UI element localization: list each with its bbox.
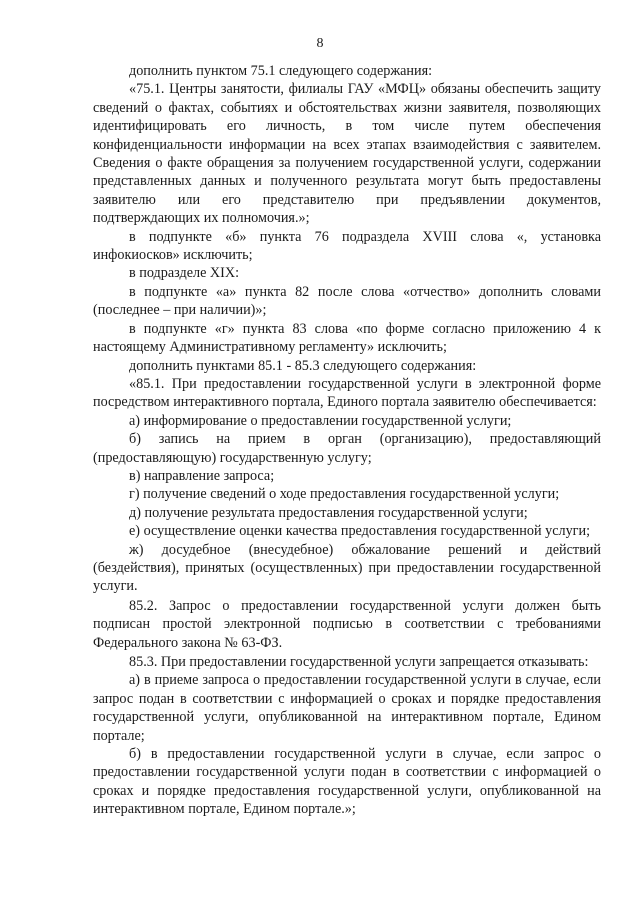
list-item-a: а) информирование о предоставлении государственной услуги; — [129, 412, 512, 429]
paragraph-75-1: «75.1. Центры занятости, филиалы ГАУ «МФЦ» обязаны обеспечить защиту сведений о фактах, событиях и обстоятельствах жизни заявителя, позволяющих идентифицировать его личность, в том числе путем обеспечения конфиденциальности информации на всех этапах взаимодействия с заявителем. Сведения о факте обращения за получением государственной услуги, содержании представленных данных и полученного результата могут быть предоставлены заявителю или его представителю при предъявлении документов, подтверждающих их полномочия.»; — [93, 81, 601, 227]
list-item-85-3-b: б) в предоставлении государственной услуги в случае, если запрос о предоставлении государственной услуги подан в соответствии с информацией о сроках и порядке предоставления государственной услуги, опубликованной на интерактивном портале, Едином портале.»; — [93, 746, 601, 818]
list-item-e: е) осуществление оценки качества предоставления государственной услуги; — [129, 523, 591, 540]
list-item-b: б) запись на прием в орган (организацию), предоставляющий (предоставляющую) государственную услугу; — [93, 431, 601, 466]
paragraph-82-a: в подпункте «а» пункта 82 после слова «отчество» дополнить словами (последнее – при наличии)»; — [93, 283, 601, 319]
page-number: 8 — [316, 36, 324, 51]
list-item-v: в) направление запроса; — [129, 467, 275, 484]
paragraph-76-b: в подпункте «б» пункта 76 подраздела XVIII слова «, установка инфокиосков» исключить; — [93, 228, 601, 264]
list-item-g: г) получение сведений о ходе предоставления государственной услуги; — [129, 486, 560, 503]
list-item-d: д) получение результата предоставления государственной услуги; — [129, 504, 528, 521]
paragraph-83-g: в подпункте «г» пункта 83 слова «по форме согласно приложению 4 к настоящему Административному регламенту» исключить; — [93, 320, 601, 356]
paragraph-85-1: «85.1. При предоставлении государственной услуги в электронной форме посредством интерактивного портала, Единого портала заявителю обеспечивается: — [93, 375, 601, 411]
document-body — [93, 62, 601, 819]
paragraph-subsection-xix: в подразделе XIX: — [129, 265, 240, 282]
paragraph-add-75-1: дополнить пунктом 75.1 следующего содержания: — [129, 63, 433, 79]
list-item-zh: ж) досудебное (внесудебное) обжалование решений и действий (бездействия), принятых (осуществленных) при предоставлении государственной услуги. — [93, 541, 601, 595]
paragraph-85-2: 85.2. Запрос о предоставлении государственной услуги должен быть подписан простой электронной подписью в соответствии с требованиями Федерального закона № 63-ФЗ. — [93, 597, 601, 651]
paragraph-add-85: дополнить пунктами 85.1 - 85.3 следующего содержания: — [129, 357, 477, 374]
list-item-85-3-a: а) в приеме запроса о предоставлении государственной услуги в случае, если запрос подан в соответствии с информацией о сроках и порядке предоставления государственной услуги, опубликованной на интерактивном портале, Едином портале; — [93, 672, 601, 744]
paragraph-85-3: 85.3. При предоставлении государственной услуги запрещается отказывать: — [129, 654, 589, 670]
